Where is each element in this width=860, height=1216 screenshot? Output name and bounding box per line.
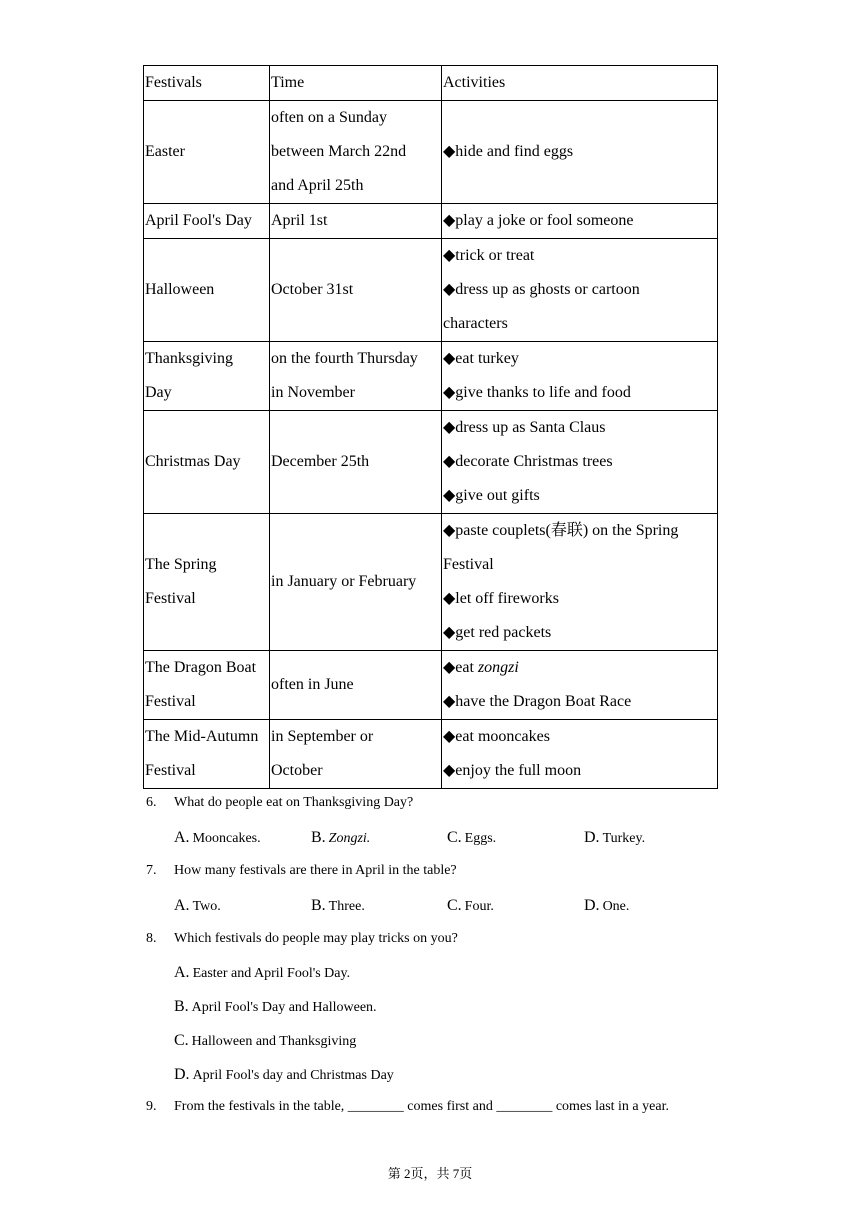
activities-cell-line: ◆give out gifts — [443, 487, 540, 504]
option-letter: B. — [311, 897, 326, 914]
table-row — [144, 342, 718, 411]
time-cell — [270, 720, 442, 789]
question-number: 8. — [146, 931, 157, 946]
festival-cell-line: Christmas Day — [145, 453, 241, 470]
activities-cell — [442, 514, 718, 651]
table-row — [144, 239, 718, 342]
question-stem — [146, 1099, 669, 1115]
time-cell — [270, 411, 442, 514]
activities-cell-line: ◆let off fireworks — [443, 590, 559, 607]
festival-cell-line: The Spring — [145, 556, 217, 573]
option-text: Three. — [328, 899, 365, 914]
activities-cell-line: ◆trick or treat — [443, 247, 535, 264]
time-cell-line: December 25th — [271, 453, 370, 470]
time-cell — [270, 651, 442, 720]
activities-cell — [442, 720, 718, 789]
option-letter: A. — [174, 964, 190, 981]
question-number: 9. — [146, 1099, 157, 1114]
time-cell-line: October 31st — [271, 281, 354, 298]
answer-option[interactable] — [174, 1066, 394, 1084]
activities-cell-line: ◆dress up as Santa Claus — [443, 419, 606, 436]
time-cell-line: often in June — [271, 676, 354, 693]
activities-cell-line: ◆paste couplets(春联) on the Spring — [443, 522, 679, 539]
festival-cell-line: The Dragon Boat — [145, 659, 257, 676]
time-cell — [270, 342, 442, 411]
time-cell — [270, 239, 442, 342]
option-letter: D. — [584, 829, 600, 846]
activities-cell-line: ◆give thanks to life and food — [443, 384, 631, 401]
question-text: How many festivals are there in April in the table? — [174, 863, 457, 878]
festival-cell-line: Thanksgiving — [145, 350, 233, 367]
time-cell — [270, 514, 442, 651]
option-letter: C. — [447, 897, 462, 914]
time-cell-line: between March 22nd — [271, 143, 407, 160]
time-cell — [270, 204, 442, 239]
activities-cell — [442, 651, 718, 720]
option-text: Halloween and Thanksgiving — [191, 1034, 357, 1049]
time-cell-line: on the fourth Thursday — [271, 350, 418, 367]
answer-option[interactable] — [174, 897, 221, 915]
festival-cell-line: The Mid-Autumn — [145, 728, 259, 745]
festival-cell-line: Festival — [145, 590, 196, 607]
option-text: Two. — [192, 899, 221, 914]
festival-cell — [144, 239, 270, 342]
table-row — [144, 204, 718, 239]
festival-cell — [144, 342, 270, 411]
question-stem — [146, 931, 458, 947]
festival-cell-line: Festival — [145, 762, 196, 779]
table-row — [144, 411, 718, 514]
festival-cell — [144, 204, 270, 239]
festival-cell — [144, 411, 270, 514]
table-row — [144, 720, 718, 789]
activities-cell-line: ◆play a joke or fool someone — [443, 212, 634, 229]
festival-cell — [144, 101, 270, 204]
option-letter: A. — [174, 897, 190, 914]
option-letter: C. — [174, 1032, 189, 1049]
activities-cell — [442, 101, 718, 204]
table-header-row — [144, 66, 718, 101]
activities-cell-line: ◆eat zongzi — [443, 659, 519, 676]
option-letter: A. — [174, 829, 190, 846]
question-stem — [146, 863, 457, 879]
festival-cell-line: Festival — [145, 693, 196, 710]
time-cell-line: October — [271, 762, 323, 779]
answer-option[interactable] — [584, 897, 629, 915]
question-stem — [146, 795, 413, 811]
question-text: Which festivals do people may play tricks on you? — [174, 931, 458, 946]
festival-table — [143, 65, 718, 789]
header-festivals: Festivals — [144, 66, 270, 101]
option-letter: D. — [174, 1066, 190, 1083]
festival-cell-line: Halloween — [145, 281, 215, 298]
answer-option[interactable] — [174, 964, 350, 982]
header-time: Time — [270, 66, 442, 101]
time-cell-line: in November — [271, 384, 355, 401]
answer-option[interactable] — [174, 829, 261, 847]
answer-option[interactable] — [174, 998, 377, 1016]
answer-option[interactable] — [447, 829, 496, 847]
festival-cell — [144, 651, 270, 720]
answer-option[interactable] — [584, 829, 645, 847]
festival-table-body — [144, 66, 718, 789]
option-text: Mooncakes. — [192, 831, 261, 846]
activities-cell-line: ◆dress up as ghosts or cartoon — [443, 281, 640, 298]
answer-option[interactable] — [447, 897, 494, 915]
festival-cell — [144, 720, 270, 789]
time-cell-line: April 1st — [271, 212, 328, 229]
festival-cell-line: April Fool's Day — [145, 212, 252, 229]
festival-cell-line: Day — [145, 384, 172, 401]
activities-cell — [442, 342, 718, 411]
activities-cell-line: ◆have the Dragon Boat Race — [443, 693, 632, 710]
activities-cell-line: ◆eat mooncakes — [443, 728, 550, 745]
header-activities: Activities — [442, 66, 718, 101]
activities-cell-line: Festival — [443, 556, 494, 573]
activities-cell-line: ◆enjoy the full moon — [443, 762, 582, 779]
question-text: From the festivals in the table, ________ comes first and ________ comes last in a year. — [174, 1099, 669, 1114]
option-text: Zongzi. — [328, 831, 371, 846]
option-text: Eggs. — [464, 831, 497, 846]
question-number: 6. — [146, 795, 157, 810]
option-letter: C. — [447, 829, 462, 846]
option-letter: D. — [584, 897, 600, 914]
activities-cell-line: ◆hide and find eggs — [443, 143, 574, 160]
activities-cell-line: ◆decorate Christmas trees — [443, 453, 613, 470]
option-text: Four. — [464, 899, 494, 914]
question-text: What do people eat on Thanksgiving Day? — [174, 795, 414, 810]
time-cell-line: and April 25th — [271, 177, 364, 194]
time-cell — [270, 101, 442, 204]
option-text: April Fool's Day and Halloween. — [191, 1000, 377, 1015]
table-row — [144, 101, 718, 204]
answer-option[interactable] — [311, 829, 370, 847]
activities-cell-line: ◆get red packets — [443, 624, 552, 641]
time-cell-line: often on a Sunday — [271, 109, 387, 126]
option-text: Turkey. — [602, 831, 646, 846]
time-cell-line: in January or February — [271, 573, 417, 590]
option-text: One. — [602, 899, 630, 914]
option-letter: B. — [174, 998, 189, 1015]
question-number: 7. — [146, 863, 157, 878]
activities-cell-line: characters — [443, 315, 508, 332]
italic-term: zongzi — [477, 659, 519, 676]
option-text: April Fool's day and Christmas Day — [192, 1068, 394, 1083]
time-cell-line: in September or — [271, 728, 374, 745]
option-letter: B. — [311, 829, 326, 846]
table-row — [144, 651, 718, 720]
festival-cell-line: Easter — [145, 143, 185, 160]
answer-option[interactable] — [311, 897, 365, 915]
festival-cell — [144, 514, 270, 651]
activities-cell-line: ◆eat turkey — [443, 350, 519, 367]
table-row — [144, 514, 718, 651]
activities-cell — [442, 239, 718, 342]
activities-cell — [442, 204, 718, 239]
activities-cell — [442, 411, 718, 514]
option-text: Easter and April Fool's Day. — [192, 966, 351, 981]
answer-option[interactable] — [174, 1032, 356, 1050]
page-footer: 第 2页，共 7页 — [387, 1166, 473, 1181]
